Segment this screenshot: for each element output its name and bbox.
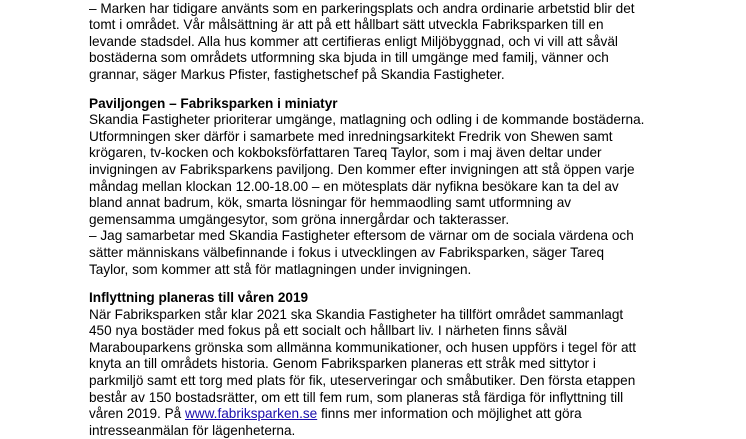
paragraph-line: Utformningen sker därför i samarbete med inredningsarkitekt Fredrik von Shewen samt [89,128,613,144]
section-gap [89,278,739,290]
paragraph-line: Skandia Fastigheter prioriterar umgänge, matlagning och odling i de kommande bostäderna. [89,112,645,128]
intro-line-5: grannar, säger Markus Pfister, fastighetschef på Skandia Fastigheter. [89,66,505,82]
paragraph-line: parkmiljö samt ett torg med plats för fik, uteserveringar och småbutiker. Den första etappen [89,373,636,389]
link-suffix: finns mer information och möjlighet att göra [317,406,582,422]
paragraph-line: Marabouparkens grönska som allmänna kommunikationer, och husen uppförs i tegel för att [89,339,637,355]
fabriksparken-link[interactable]: www.fabriksparken.se [184,406,318,422]
section-heading: Inflyttning planeras till våren 2019 [89,290,309,306]
section-heading: Paviljongen – Fabriksparken i miniatyr [89,95,338,111]
section-gap [89,84,739,96]
paragraph-line: När Fabriksparken står klar 2021 ska Skandia Fastigheter ha tillfört området sammanlagt [89,306,624,322]
paragraph-line: invigningen av Fabriksparkens paviljong. Den kommer efter invigningen att stå öppen varje [89,161,635,177]
paragraph-line: bland annat badrum, kök, smarta lösningar för hemmaodling samt utformning av [89,195,572,211]
intro-line-4: bostäderna som områdets utformning ska bjuda in till umgänge med familj, vänner och [89,50,609,66]
intro-line-1: – Marken har tidigare använts som en parkeringsplats och andra ordinarie arbetstid blir det [89,0,635,16]
intro-paragraph [89,0,739,84]
intro-line-3: levande stadsdel. Alla hus kommer att certifieras enligt Miljöbyggnad, och vi vill att såväl [89,33,618,49]
paragraph-line: knyta an till områdets historia. Genom Fabriksparken planeras ett stråk med sittytor i [89,356,596,372]
paragraph-line: krögaren, tv-kocken och kokboksförfattaren Tareq Taylor, som i maj även deltar under [89,145,602,161]
section-inflyttning [89,290,739,439]
section-paviljongen [89,96,739,279]
paragraph-line-with-link [89,406,739,423]
paragraph-line: 450 nya bostäder med fokus på ett socialt och hållbart liv. I närheten finns såväl [89,323,568,339]
quote-line: sätter människans välbefinnande i fokus i utvecklingen av Fabriksparken, säger Tareq [89,244,605,260]
quote-line: Taylor, som kommer att stå för matlagningen under invigningen. [89,261,472,277]
document-page [89,0,739,439]
paragraph-line: består av 150 bostadsrätter, om ett till fem rum, som planeras stå färdiga för inflyttning till [89,389,624,405]
link-prefix: våren 2019. På [89,406,185,422]
paragraph-line: gemensamma umgängesytor, som gröna innergårdar och takterasser. [89,211,510,227]
paragraph-line: intresseanmälan för lägenheterna. [89,422,296,438]
paragraph-line: måndag mellan klockan 12.00-18.00 – en mötesplats där nyfikna besökare kan ta del av [89,178,619,194]
intro-line-2: tomt i området. Vår målsättning är att på ett hållbart sätt utveckla Fabriksparken till en [89,17,604,33]
quote-line: – Jag samarbetar med Skandia Fastigheter eftersom de värnar om de sociala värdena och [89,228,634,244]
